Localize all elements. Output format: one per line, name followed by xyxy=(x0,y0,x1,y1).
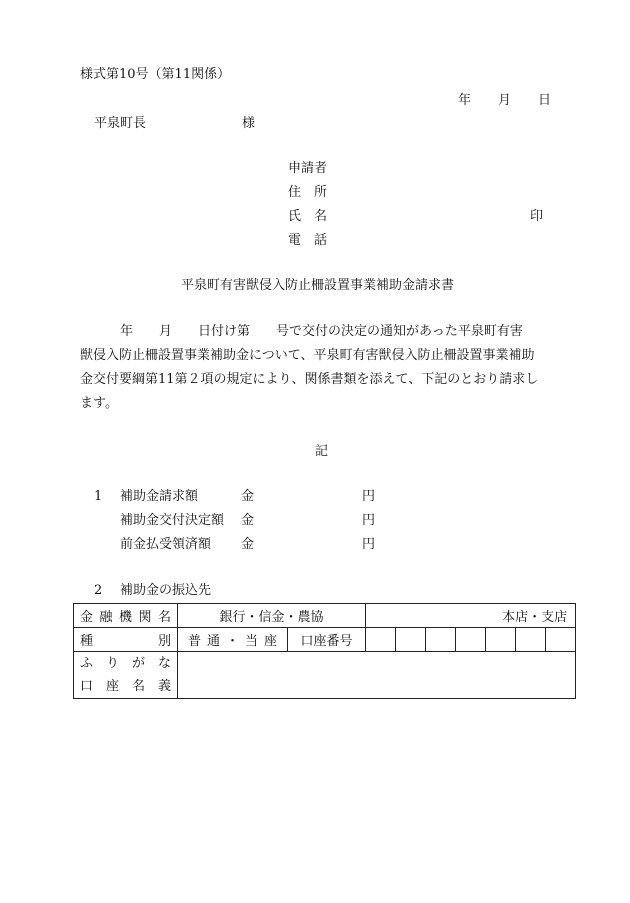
document-title: 平泉町有害獣侵入防止柵設置事業補助金請求書 xyxy=(181,278,455,293)
account-digit-cell[interactable] xyxy=(396,628,426,652)
account-digit-cell[interactable] xyxy=(426,628,456,652)
seal-mark: 印 xyxy=(530,209,544,224)
body-line: 獣侵入防止柵設置事業補助金について、平泉町有害獣侵入防止柵設置事業補助 xyxy=(80,348,535,363)
recipient-name: 平泉町長 xyxy=(94,116,147,131)
account-types: 普通・当座 xyxy=(178,628,288,652)
claim-row xyxy=(94,514,394,538)
body-paragraph xyxy=(80,320,558,416)
account-name-field[interactable] xyxy=(178,652,576,699)
branch-types: 本店・支店 xyxy=(366,604,576,628)
account-type-row xyxy=(74,628,576,652)
account-digit-cell[interactable] xyxy=(546,628,576,652)
section1-number: 1 xyxy=(94,489,103,504)
claim-amounts xyxy=(94,490,394,562)
furigana-label: ふりがな xyxy=(80,656,171,671)
account-number-label: 口座番号 xyxy=(288,628,366,652)
type-label: 種別 xyxy=(74,628,178,652)
claim-label: 補助金交付決定額 xyxy=(120,513,225,528)
claim-prefix: 金 xyxy=(241,537,255,552)
claim-prefix: 金 xyxy=(241,513,255,528)
account-name-label: 口座名義 xyxy=(80,679,171,694)
section2-number: 2 xyxy=(94,583,103,598)
applicant-address-label: 住 所 xyxy=(288,185,328,200)
form-number: 様式第10号（第11関係） xyxy=(80,67,231,82)
account-name-labels xyxy=(74,652,178,699)
recipient-honorific: 様 xyxy=(242,116,256,131)
institution-label: 金融機関名 xyxy=(74,604,178,628)
account-digit-cell[interactable] xyxy=(516,628,546,652)
applicant-name-label: 氏 名 xyxy=(288,209,328,224)
account-digit-cell[interactable] xyxy=(366,628,396,652)
claim-unit: 円 xyxy=(362,513,376,528)
claim-unit: 円 xyxy=(362,489,376,504)
applicant-phone-label: 電 話 xyxy=(288,233,328,248)
body-line: 金交付要綱第11第２項の規定により、関係書類を添えて、下記のとおり請求し xyxy=(80,372,539,387)
claim-unit: 円 xyxy=(362,537,376,552)
account-digit-cell[interactable] xyxy=(456,628,486,652)
account-name-row xyxy=(74,652,576,699)
account-digit-cell[interactable] xyxy=(486,628,516,652)
claim-prefix: 金 xyxy=(241,489,255,504)
section2-title: 補助金の振込先 xyxy=(120,583,212,598)
claim-row xyxy=(94,490,394,514)
claim-row xyxy=(94,538,394,562)
institution-row xyxy=(74,604,576,628)
claim-label: 補助金請求額 xyxy=(120,489,199,504)
date-day: 日 xyxy=(538,93,552,108)
body-line: 年 月 日付け第 号で交付の決定の通知があった平泉町有害 xyxy=(120,324,523,339)
applicant-heading: 申請者 xyxy=(288,161,328,176)
date-year: 年 xyxy=(458,93,472,108)
claim-label: 前金払受領済額 xyxy=(120,537,212,552)
date-month: 月 xyxy=(498,93,512,108)
institution-types: 銀行・信金・農協 xyxy=(178,604,366,628)
body-line: ます。 xyxy=(80,396,118,411)
ki-heading: 記 xyxy=(315,444,329,459)
bank-transfer-table xyxy=(73,603,576,699)
